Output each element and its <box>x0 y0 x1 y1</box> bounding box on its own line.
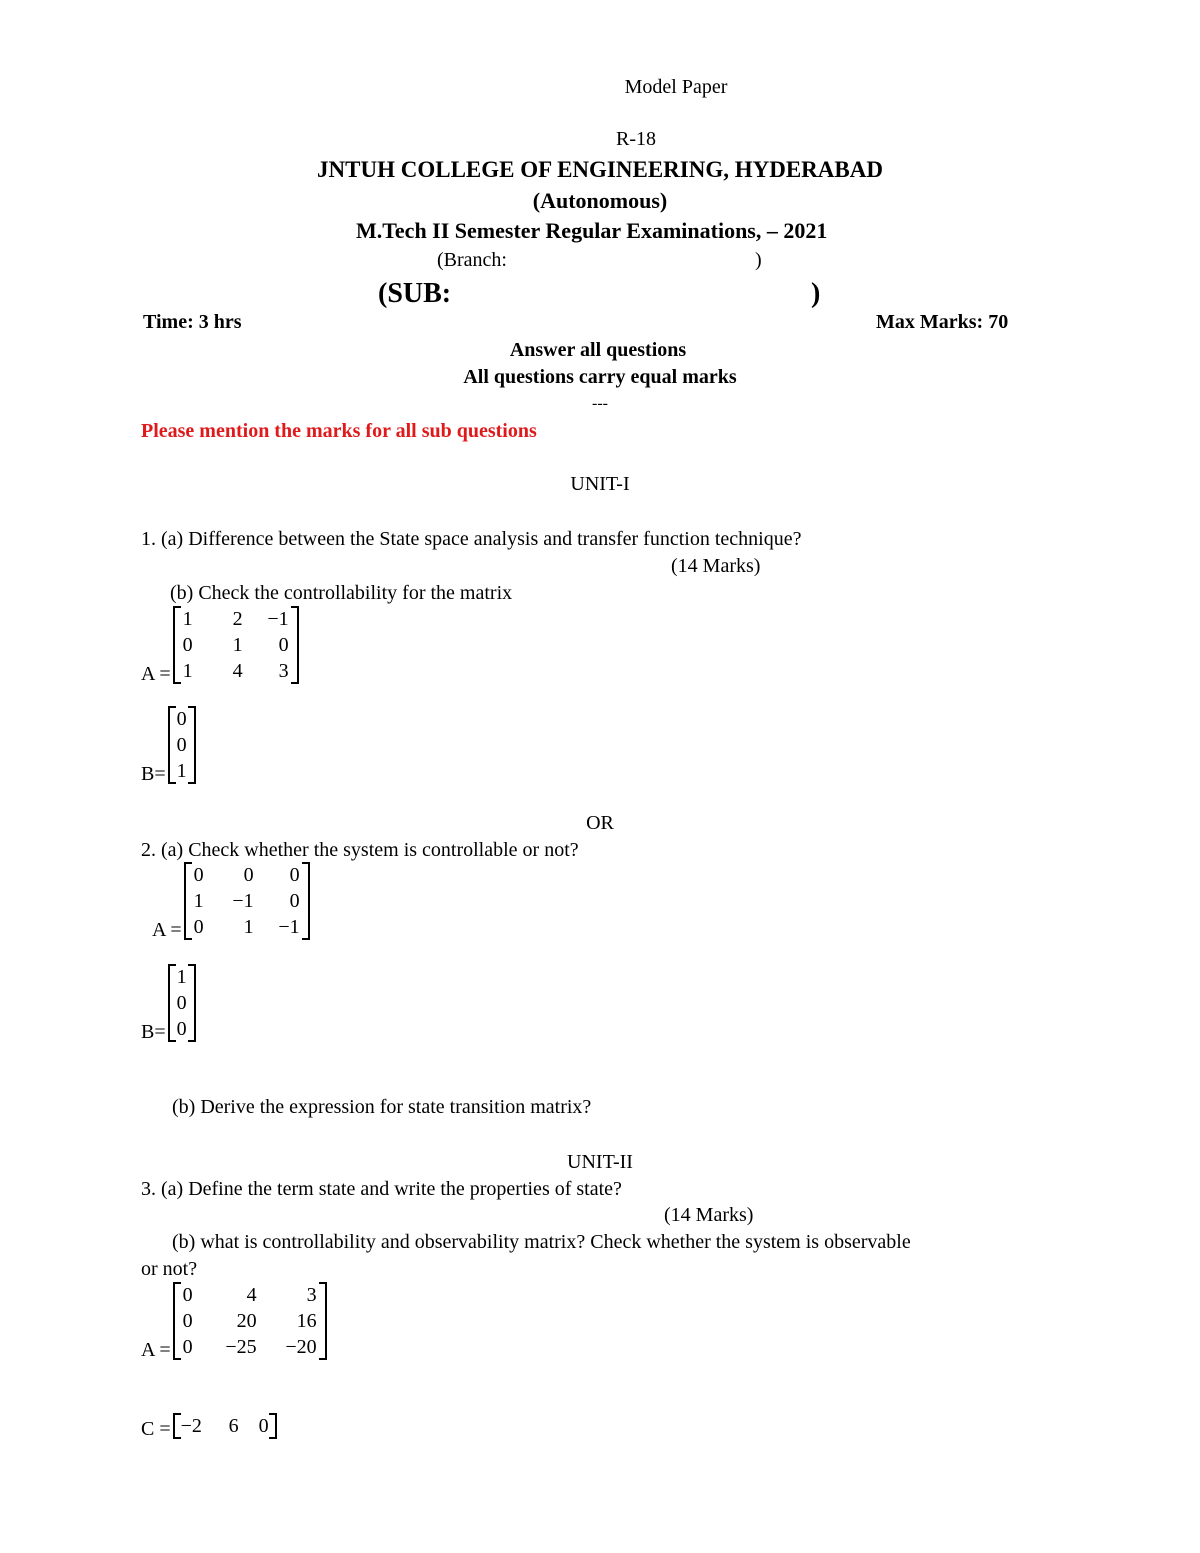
question-3b-line2: or not? <box>141 1258 198 1280</box>
matrix-cell: −1 <box>278 915 300 938</box>
matrix-row <box>176 732 188 758</box>
matrix-body <box>173 606 299 684</box>
matrix-cell: 1 <box>232 633 243 656</box>
matrix-label: B= <box>141 763 166 785</box>
matrix-body <box>184 862 310 940</box>
matrix-cell: 0 <box>176 1017 187 1040</box>
matrix-row <box>183 1308 317 1334</box>
question-2a: 2. (a) Check whether the system is controllable or not? <box>141 839 579 861</box>
matrix-cell: 20 <box>236 1309 257 1332</box>
matrix-cell: 4 <box>246 1283 257 1306</box>
matrix-cell: 0 <box>176 733 187 756</box>
matrix-cell: −20 <box>285 1335 317 1358</box>
matrix-cell: 0 <box>182 1283 193 1306</box>
regulation-label: R-18 <box>616 128 656 150</box>
matrix-cell: 1 <box>243 915 254 938</box>
unit-1-title: UNIT-I <box>570 473 630 495</box>
autonomous-label: (Autonomous) <box>532 188 668 213</box>
or-separator: OR <box>586 812 614 834</box>
matrix-cell: 0 <box>176 707 187 730</box>
matrix-cell: 0 <box>182 1309 193 1332</box>
matrix-cell: 6 <box>228 1414 239 1437</box>
unit-2-title: UNIT-II <box>567 1151 633 1173</box>
matrix-q2-B <box>141 964 196 1042</box>
matrix-cell: 0 <box>176 991 187 1014</box>
branch-close: ) <box>755 249 762 271</box>
question-3-marks: (14 Marks) <box>664 1204 754 1226</box>
matrix-row <box>176 990 188 1016</box>
marks-note: Please mention the marks for all sub questions <box>141 420 537 442</box>
matrix-cell: 16 <box>296 1309 317 1332</box>
matrix-cell: 0 <box>278 633 289 656</box>
matrix-cell: 0 <box>289 889 300 912</box>
matrix-cell: 1 <box>182 659 193 682</box>
time-label: Time: 3 hrs <box>143 311 242 333</box>
matrix-row <box>183 606 289 632</box>
matrix-q2-A <box>152 862 310 940</box>
matrix-body <box>173 1413 277 1439</box>
matrix-cell: 0 <box>289 863 300 886</box>
matrix-row <box>176 706 188 732</box>
matrix-q1-A <box>141 606 299 684</box>
matrix-cell: 1 <box>193 889 204 912</box>
question-1a: 1. (a) Difference between the State space analysis and transfer function technique? <box>141 528 802 550</box>
matrix-cell: 0 <box>243 863 254 886</box>
matrix-row <box>183 632 289 658</box>
matrix-cell: 1 <box>176 759 187 782</box>
matrix-label: B= <box>141 1021 166 1043</box>
separator-dash: --- <box>592 395 608 412</box>
matrix-q3-C <box>141 1413 277 1439</box>
matrix-label: A = <box>141 1339 171 1361</box>
max-marks-label: Max Marks: 70 <box>876 311 1009 333</box>
matrix-body <box>173 1282 327 1360</box>
matrix-cell: 2 <box>232 607 243 630</box>
matrix-body <box>168 706 196 784</box>
matrix-cell: 0 <box>182 1335 193 1358</box>
matrix-cell: −1 <box>232 889 254 912</box>
matrix-cell: 0 <box>182 633 193 656</box>
question-3a: 3. (a) Define the term state and write the properties of state? <box>141 1178 622 1200</box>
matrix-row <box>194 888 300 914</box>
subject-close: ) <box>811 278 821 309</box>
matrix-label: A = <box>152 919 182 941</box>
matrix-row <box>181 1413 269 1439</box>
matrix-cell: 0 <box>193 915 204 938</box>
matrix-cell: −1 <box>267 607 289 630</box>
matrix-row <box>176 1016 188 1042</box>
matrix-cell: 0 <box>258 1414 269 1437</box>
model-paper-label: Model Paper <box>624 76 728 98</box>
matrix-cell: 1 <box>182 607 193 630</box>
question-2b: (b) Derive the expression for state transition matrix? <box>172 1096 592 1118</box>
branch-open: (Branch: <box>437 249 507 271</box>
matrix-row <box>176 758 188 784</box>
matrix-label: C = <box>141 1418 171 1440</box>
question-3b-line1: (b) what is controllability and observability matrix? Check whether the system is observable <box>172 1231 911 1253</box>
matrix-q3-A <box>141 1282 327 1360</box>
question-1b: (b) Check the controllability for the matrix <box>170 582 513 604</box>
college-title: JNTUH COLLEGE OF ENGINEERING, HYDERABAD <box>317 157 883 182</box>
matrix-cell: 1 <box>176 965 187 988</box>
matrix-cell: 3 <box>306 1283 317 1306</box>
matrix-cell: −2 <box>180 1414 202 1437</box>
exam-title: M.Tech II Semester Regular Examinations, – 2021 <box>356 218 828 243</box>
instruction-answer-all: Answer all questions <box>509 339 687 361</box>
matrix-row <box>183 1334 317 1360</box>
matrix-body <box>168 964 196 1042</box>
matrix-cell: 3 <box>278 659 289 682</box>
matrix-cell: 4 <box>232 659 243 682</box>
matrix-row <box>176 964 188 990</box>
matrix-label: A = <box>141 663 171 685</box>
matrix-q1-B <box>141 706 196 784</box>
matrix-cell: −25 <box>225 1335 257 1358</box>
matrix-row <box>183 658 289 684</box>
matrix-row <box>194 862 300 888</box>
subject-open: (SUB: <box>378 278 452 309</box>
matrix-cell: 0 <box>193 863 204 886</box>
instruction-equal-marks: All questions carry equal marks <box>463 366 737 388</box>
matrix-row <box>194 914 300 940</box>
matrix-row <box>183 1282 317 1308</box>
question-1-marks: (14 Marks) <box>671 555 761 577</box>
